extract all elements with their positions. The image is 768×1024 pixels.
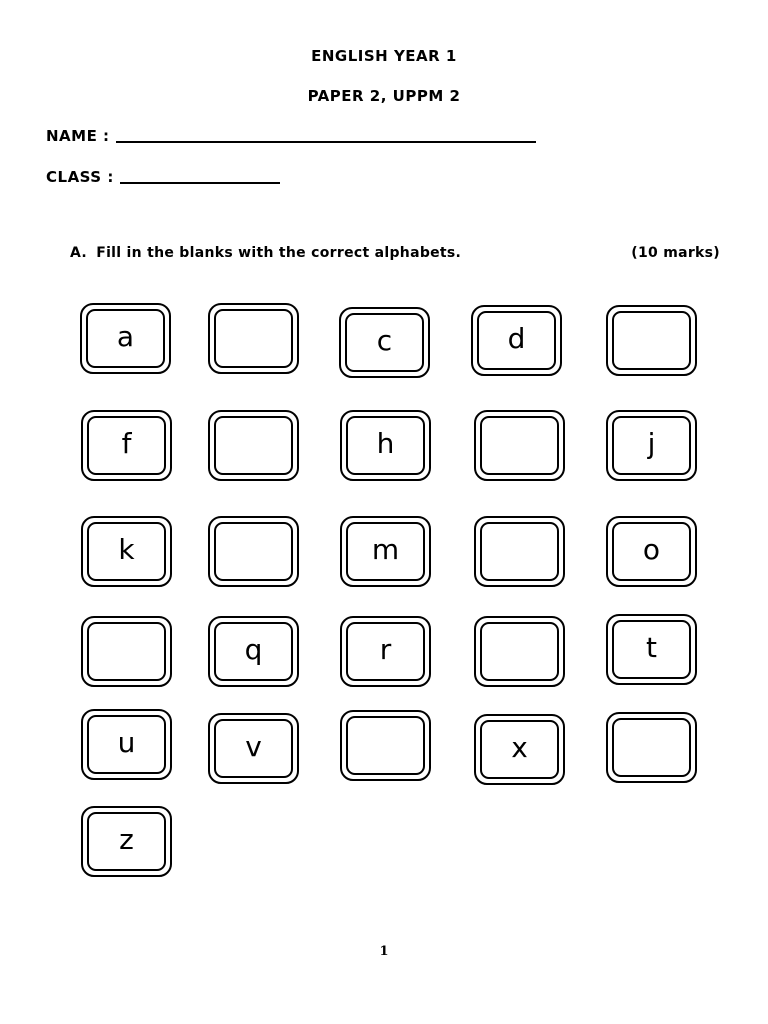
name-field: [46, 125, 536, 145]
letter-box-text: q: [244, 632, 263, 666]
letter-box: [339, 307, 430, 378]
letter-box: [81, 516, 172, 587]
letter-box: [340, 410, 431, 481]
class-label: CLASS :: [46, 168, 114, 186]
letter-box: [340, 616, 431, 687]
letter-box: [208, 713, 299, 784]
letter-box: [208, 616, 299, 687]
letter-box-blank[interactable]: [474, 516, 565, 587]
worksheet-title: ENGLISH YEAR 1: [311, 47, 457, 65]
letter-box-text: t: [646, 630, 657, 664]
class-field: [46, 166, 280, 186]
letter-box-blank[interactable]: [474, 616, 565, 687]
letter-box-text: f: [121, 426, 132, 460]
section-a-heading: [70, 245, 720, 261]
letter-box-text: r: [379, 632, 392, 666]
letter-box-blank[interactable]: [606, 712, 697, 783]
section-a-instruction: Fill in the blanks with the correct alphabets.: [96, 245, 462, 261]
letter-box: [340, 516, 431, 587]
letter-box-text: x: [511, 730, 528, 764]
class-blank-line[interactable]: [120, 166, 280, 184]
letter-box: [81, 806, 172, 877]
letter-box-blank[interactable]: [208, 410, 299, 481]
letter-box-text: k: [118, 532, 135, 566]
section-a-marks: (10 marks): [631, 245, 720, 261]
letter-box-blank[interactable]: [606, 305, 697, 376]
letter-box-blank[interactable]: [81, 616, 172, 687]
letter-box-text: u: [117, 725, 136, 759]
page-number: 1: [379, 944, 389, 959]
letter-box-text: d: [507, 321, 526, 355]
letter-box: [80, 303, 171, 374]
letter-box: [81, 410, 172, 481]
letter-box-blank[interactable]: [340, 710, 431, 781]
letter-box-text: c: [376, 323, 393, 357]
letter-box: [606, 614, 697, 685]
letter-box: [81, 709, 172, 780]
letter-box-blank[interactable]: [208, 303, 299, 374]
letter-box-text: v: [245, 729, 262, 763]
letter-box-text: m: [371, 532, 400, 566]
letter-box-blank[interactable]: [208, 516, 299, 587]
letter-box-text: a: [116, 319, 135, 353]
letter-box-text: z: [119, 822, 134, 856]
letter-box: [474, 714, 565, 785]
letter-box-blank[interactable]: [474, 410, 565, 481]
letter-box-text: j: [647, 426, 656, 460]
letter-box-text: h: [376, 426, 395, 460]
letter-box: [471, 305, 562, 376]
section-a-label: A.: [70, 245, 88, 261]
name-blank-line[interactable]: [116, 125, 536, 143]
name-label: NAME :: [46, 127, 110, 145]
letter-box: [606, 410, 697, 481]
letter-box-text: o: [642, 532, 661, 566]
worksheet-subtitle: PAPER 2, UPPM 2: [307, 87, 461, 105]
letter-box: [606, 516, 697, 587]
